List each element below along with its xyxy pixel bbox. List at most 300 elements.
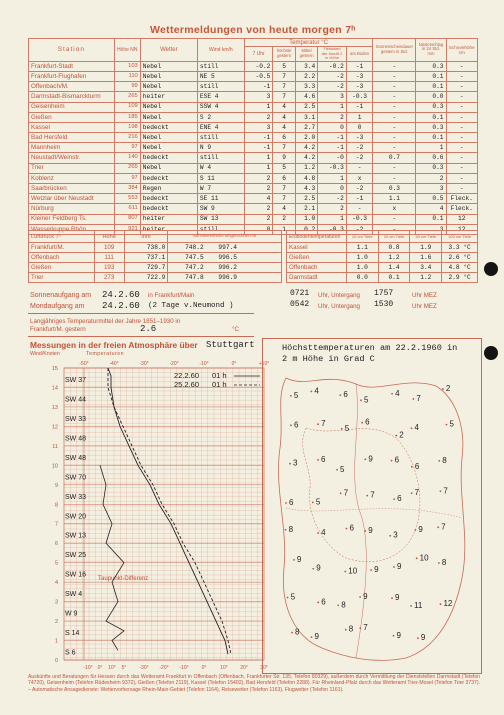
cell-sonne: - <box>373 173 416 183</box>
map-temp-value: 7 <box>441 522 446 532</box>
station-dot <box>440 603 442 605</box>
station-dot <box>410 605 412 607</box>
cell-t7: -1 <box>244 133 273 143</box>
map-temp-value: 5 <box>340 464 345 474</box>
col-luftdruck: Luftdruck 7ʰ <box>29 231 95 243</box>
cell-mb <box>168 253 282 263</box>
cell-tn: -0 <box>318 153 347 163</box>
moonset-label: Uhr, Untergang <box>318 303 360 310</box>
cell-station: Gießen <box>29 112 115 122</box>
map-temp-value: 8 <box>288 524 294 534</box>
cell-tb: -3 <box>346 133 373 143</box>
cell-nied: 4 <box>416 204 446 214</box>
page-title: Wettermeldungen von heute morgen 7ʰ <box>150 24 356 36</box>
cell-hoehe: 109 <box>114 102 140 112</box>
station-dot <box>359 627 361 629</box>
map-temp-value: 9 <box>363 592 368 602</box>
col-niederschlag: Niederschlag in 24 Std. mm <box>416 39 446 62</box>
cell-wetter: bedeckt <box>140 122 197 132</box>
cell-station: Trier <box>29 163 115 173</box>
cell-nied: 0.3 <box>416 163 446 173</box>
cell-wind: still <box>197 82 244 92</box>
cell-hoehe: 193 <box>94 263 124 273</box>
cell-hoehe: 273 <box>94 273 124 283</box>
map-temp-value: 7 <box>414 488 420 498</box>
y-tick-label: 15 <box>51 366 58 372</box>
cell-t7: 2 <box>244 204 273 214</box>
taupunkt-annotation: Taupunkt-Differenz <box>98 576 149 582</box>
col-schnee: Schneehöhe cm <box>446 39 478 62</box>
station-dot <box>395 435 397 437</box>
station-dot <box>359 596 361 598</box>
cell-nied: 0.6 <box>416 153 446 163</box>
moonset-mez: Uhr MEZ <box>412 303 437 310</box>
station-dot <box>413 398 415 400</box>
cell-mb-a: 747.5 <box>185 253 204 261</box>
cell-t7: 2 <box>244 173 273 183</box>
cell-nied: 2 <box>416 173 446 183</box>
cell-wind: still <box>197 61 244 71</box>
col-wind: Wind km/h <box>197 39 244 62</box>
map-temp-value: 3 <box>393 530 398 540</box>
y-tick-label: 10 <box>51 463 58 470</box>
wind-entry: SW 33 <box>65 415 87 423</box>
cell-t7: 3 <box>244 92 273 102</box>
cell-v1: 1.0 <box>346 253 378 263</box>
cell-hoechste: 1 <box>273 224 295 234</box>
map-temp-value: 9 <box>314 632 319 642</box>
station-dot <box>317 459 319 461</box>
soil-temperature-table <box>286 230 478 283</box>
table-row <box>29 214 478 224</box>
cell-tb: 1 <box>346 112 373 122</box>
cell-wetter: Nebel <box>140 82 197 92</box>
cell-sonne: - <box>373 92 416 102</box>
cell-wind: still <box>197 153 244 163</box>
x-tick-top: -50° <box>79 361 89 367</box>
wind-entry: SW 25 <box>65 552 87 560</box>
cell-wind: S 11 <box>197 173 244 183</box>
cell-hoehe: 807 <box>114 214 140 224</box>
cell-tn: -1 <box>318 143 347 153</box>
divider-longterm <box>28 336 254 337</box>
map-temp-value: 7 <box>416 393 421 403</box>
cell-tn: 0 <box>318 184 347 194</box>
table-row <box>29 273 282 283</box>
cell-v4: 2.9 °C <box>442 273 478 283</box>
cell-v2: 0.8 <box>378 243 410 253</box>
cell-tn: 2 <box>318 112 347 122</box>
cell-hoechste: 7 <box>273 92 295 102</box>
cell-station: Kassel <box>29 122 115 132</box>
wind-entry: SW 13 <box>65 532 87 540</box>
map-temp-value: 9 <box>316 563 321 573</box>
cell-wind: still <box>197 224 244 234</box>
sunset-label: Uhr, Untergang <box>318 292 360 299</box>
cell-nied: 0.1 <box>416 71 446 81</box>
cell-hoehe: 265 <box>114 163 140 173</box>
x-tick-bottom: -20° <box>159 665 169 671</box>
cell-mittel: 4.6 <box>295 92 317 102</box>
station-dot <box>442 388 444 390</box>
map-temp-value: 11 <box>414 600 423 610</box>
cell-nied: 0.1 <box>416 214 446 224</box>
table-row <box>29 122 478 132</box>
cell-sonne: - <box>373 61 416 71</box>
cell-tb: -3 <box>346 82 373 92</box>
cell-t7: 1 <box>244 163 273 173</box>
table-row <box>287 273 478 283</box>
map-temp-value: 6 <box>414 461 420 471</box>
wind-entry: SW 70 <box>65 474 87 482</box>
cell-nied: 3 <box>416 184 446 194</box>
cell-mittel: 4.3 <box>295 184 317 194</box>
map-temp-value: 6 <box>321 597 326 607</box>
moon-note: (2 Tage v.Neumond ) <box>148 302 234 310</box>
cell-wetter: Regen <box>140 184 197 194</box>
map-title-line1: Höchsttemperaturen am 22.2.1960 in <box>282 343 458 353</box>
cell-tn: -2 <box>318 194 347 204</box>
x-tick-bottom: 10° <box>220 665 228 671</box>
cell-mb <box>168 243 282 253</box>
x-tick-top: -30° <box>139 361 149 367</box>
col-soil-title: Erdbodentemperaturen <box>287 231 347 243</box>
x-tick-top: -20° <box>169 361 179 367</box>
cell-t7: -1 <box>244 143 273 153</box>
cell-schnee: - <box>446 112 478 122</box>
map-temp-value: 10 <box>348 566 358 576</box>
station-dot <box>340 492 342 494</box>
cell-mb-b: 996.9 <box>218 273 237 281</box>
cell-wetter: Nebel <box>140 61 197 71</box>
map-temp-value: 8 <box>341 600 346 610</box>
map-temp-value: 6 <box>365 417 370 427</box>
station-dot <box>341 428 343 430</box>
cell-wind: W 7 <box>197 184 244 194</box>
map-temp-value: 8 <box>442 455 447 465</box>
station-dot <box>393 498 395 500</box>
table-row <box>29 112 478 122</box>
x-tick-bottom-left: 5° <box>121 665 127 671</box>
cell-schnee: - <box>446 133 478 143</box>
cell-hoechste: 5 <box>273 163 295 173</box>
table-row <box>29 173 478 183</box>
cell-hoehe: 97 <box>114 143 140 153</box>
col-p-hoehe: Höhe <box>94 231 124 243</box>
sunrise-location: in Frankfurt/Main <box>148 292 195 299</box>
table-row <box>29 61 478 71</box>
cell-sonne: - <box>373 71 416 81</box>
cell-mb-a: 747.8 <box>185 273 204 281</box>
map-temp-value: 3 <box>293 458 298 468</box>
cell-schnee: - <box>446 71 478 81</box>
sunset-mez: Uhr MEZ <box>412 292 437 299</box>
col-t7: 7 Uhr <box>244 47 273 62</box>
cell-wetter: Nebel <box>140 133 197 143</box>
station-dot <box>317 601 319 603</box>
cell-mb <box>168 263 282 273</box>
longterm-label-1: Langjähriges Temperaturmittel der Jahre 1851–1930 in <box>30 318 181 325</box>
cell-wind: still <box>197 133 244 143</box>
wind-entry: SW 20 <box>65 513 87 521</box>
longterm-label-2: Frankfurt/M. gestern <box>30 326 86 333</box>
table-row <box>29 204 478 214</box>
cell-nied: 1 <box>416 143 446 153</box>
state-border <box>303 428 420 562</box>
moonrise-time: 0542 <box>290 300 310 309</box>
x-tick-top: 0° <box>231 361 237 367</box>
border-line <box>286 508 462 518</box>
legend-hour: 01 h <box>212 380 227 389</box>
cell-v4: 2.6 °C <box>442 253 478 263</box>
station-dot <box>391 597 393 599</box>
col-tiefste-boden: am Boden <box>346 47 373 62</box>
cell-v4: 3.3 °C <box>442 243 478 253</box>
map-temp-value: 7 <box>363 623 368 633</box>
cell-v3: 3.4 <box>410 263 442 273</box>
y-tick-label: 11 <box>52 443 58 450</box>
cell-wetter: heiter <box>140 214 197 224</box>
table-row <box>287 243 478 253</box>
cell-mm: 738.0 <box>124 243 168 253</box>
map-temp-value: 5 <box>315 497 321 507</box>
cell-schnee: - <box>446 122 478 132</box>
cell-wetter: bedeckt <box>140 153 197 163</box>
table-row <box>29 153 478 163</box>
cell-sonne: 0.7 <box>373 153 416 163</box>
cell-schnee: Fleck. <box>446 204 478 214</box>
wind-entry: SW 37 <box>65 377 87 384</box>
table-row <box>29 71 478 81</box>
cell-v1: 1.1 <box>346 243 378 253</box>
divider-sun-moon <box>28 313 254 314</box>
cell-hoehe: 185 <box>114 112 140 122</box>
cell-hoechste: 6 <box>273 133 295 143</box>
map-temp-value: 6 <box>397 494 402 504</box>
cell-v3: 1.6 <box>410 253 442 263</box>
y-tick-label: 4 <box>54 580 58 587</box>
cell-mittel: 1.2 <box>295 163 317 173</box>
cell-mb-a: 748.2 <box>185 243 204 251</box>
station-dot <box>411 492 413 494</box>
map-temp-value: 6 <box>321 454 326 464</box>
cell-hoehe: 265 <box>114 92 140 102</box>
col-temperatur: Temperatur °C <box>244 39 373 47</box>
y-tick-label: 0 <box>54 658 58 664</box>
cell-station: Kleiner Feldberg Ts. <box>29 214 115 224</box>
station-dot <box>312 501 314 503</box>
table-row <box>287 253 478 263</box>
cell-hoehe: 111 <box>94 253 124 263</box>
cell-tn: 1 <box>318 102 347 112</box>
cell-wind: ESE 4 <box>197 92 244 102</box>
cell-mittel: 4.8 <box>295 173 317 183</box>
cell-hoechste: 4 <box>273 122 295 132</box>
station-dot <box>393 566 395 568</box>
map-temp-value: 7 <box>370 490 375 500</box>
cell-hoechste: 4 <box>273 102 295 112</box>
cell-hoechste: 7 <box>273 184 295 194</box>
cell-mittel: 3.1 <box>295 112 317 122</box>
map-temp-value: 5 <box>293 390 299 400</box>
cell-nied: 0.1 <box>416 112 446 122</box>
cell-tb: -2 <box>346 184 373 194</box>
cell-sonne: 1.1 <box>373 194 416 204</box>
station-dot <box>336 469 338 471</box>
cell-station: Mannheim <box>29 143 115 153</box>
col-wetter: Wetter <box>140 39 197 62</box>
cell-station: Trier <box>29 273 95 283</box>
cell-nied: 0.3 <box>416 122 446 132</box>
cell-station: Nürburg <box>29 204 115 214</box>
atmosphere-title: Messungen in der freien Atmosphäre über <box>30 340 198 350</box>
cell-mittel: 2.5 <box>295 194 317 204</box>
map-temp-value: 9 <box>374 565 379 575</box>
station-dot <box>285 529 287 531</box>
x-tick-bottom: 30° <box>260 665 268 671</box>
cell-station: Bad Hersfeld <box>29 133 115 143</box>
cell-wetter: Nebel <box>140 102 197 112</box>
cell-schnee: 12 <box>446 224 478 234</box>
map-temp-value: 7 <box>321 419 326 429</box>
map-temp-value: 5 <box>363 395 369 405</box>
table-row <box>29 92 478 102</box>
station-dot <box>389 535 391 537</box>
cell-nied: 0.0 <box>416 92 446 102</box>
x-tick-bottom-left: 0° <box>97 665 103 671</box>
cell-schnee: - <box>446 153 478 163</box>
cell-station: Kassel <box>287 243 347 253</box>
col-hoechste: höchste gestern <box>273 47 295 62</box>
cell-v2: 0.1 <box>378 273 410 283</box>
map-temp-value: 6 <box>293 420 299 430</box>
cell-station: Wetzlar über Neustadt <box>29 194 115 204</box>
pressure-table <box>28 230 282 283</box>
map-temp-value: 4 <box>414 423 419 433</box>
table-row <box>29 133 478 143</box>
cell-mb-b: 996.5 <box>218 253 237 261</box>
map-temp-value: 8 <box>348 624 354 634</box>
cell-tb: 0 <box>346 122 373 132</box>
station-dot <box>437 526 439 528</box>
y-tick-label: 1 <box>54 638 58 645</box>
col-hoehe: Höhe NN <box>114 39 140 62</box>
legend-date: 25.2.60 <box>174 380 200 389</box>
y-tick-label: 9 <box>54 482 58 489</box>
cell-tn: 3 <box>318 92 347 102</box>
cell-mb-a: 747.2 <box>185 263 204 271</box>
wind-entry: S 6 <box>65 649 76 657</box>
station-dot <box>438 460 440 462</box>
station-dot <box>440 490 442 492</box>
wind-entry: W 9 <box>65 610 78 618</box>
longterm-unit: °C <box>232 326 239 333</box>
station-dot <box>366 495 368 497</box>
moonrise-label: Mondaufgang am <box>30 303 85 310</box>
cell-mb-b: 997.4 <box>218 243 237 251</box>
col-station: Station <box>29 39 115 62</box>
cell-tn: -0.2 <box>318 61 347 71</box>
station-dot <box>311 636 313 638</box>
cell-t7: 2 <box>244 214 273 224</box>
station-dot <box>417 637 419 639</box>
cell-wetter: Nebel <box>140 143 197 153</box>
cell-wetter: bedeckt <box>140 204 197 214</box>
x-tick-bottom: -10° <box>179 665 189 671</box>
cell-wetter: heiter <box>140 224 197 234</box>
sunrise-time: 0721 <box>290 289 310 298</box>
cell-sonne: - <box>373 224 416 234</box>
cell-hoechste: 7 <box>273 194 295 204</box>
wind-knots-label: Wind/Knoten <box>30 351 60 357</box>
cell-t7: 4 <box>244 194 273 204</box>
station-dot <box>370 569 372 571</box>
map-temp-value: 2 <box>445 384 451 394</box>
station-dot <box>290 395 292 397</box>
table-row <box>29 243 282 253</box>
x-tick-bottom-left: -10° <box>83 665 93 671</box>
cell-tb: -2 <box>346 143 373 153</box>
table-row <box>29 143 478 153</box>
station-dot <box>339 394 341 396</box>
taupunkt-line <box>100 465 124 650</box>
cell-t7: -0.5 <box>244 71 273 81</box>
punch-hole-bottom <box>484 346 498 360</box>
cell-station: Koblenz <box>29 173 115 183</box>
y-tick-label: 8 <box>54 502 58 509</box>
col-tiefste-nacht: Tiefstwert der Nacht 2 m Höhe <box>318 47 347 62</box>
col-soil-20: 20 cm Tiefe <box>378 231 410 243</box>
cell-nied: 3 <box>416 224 446 234</box>
cell-nied: 0.5 <box>416 194 446 204</box>
x-tick-bottom: 0° <box>201 665 207 671</box>
cell-hoechste: 9 <box>273 153 295 163</box>
cell-mittel: 4.2 <box>295 143 317 153</box>
moonset-time: 1530 <box>374 300 394 309</box>
x-tick-bottom: 20° <box>240 665 248 671</box>
cell-hoehe: 216 <box>114 133 140 143</box>
col-sonne: Sonnenscheindauer gestern in Std. <box>373 39 416 62</box>
table-row <box>29 263 282 273</box>
cell-station: Frankfurt-Stadt <box>29 61 115 71</box>
cell-tn: 1 <box>318 173 347 183</box>
cell-hoechste: 4 <box>273 204 295 214</box>
station-dot <box>290 424 292 426</box>
cell-tn: -0.3 <box>318 163 347 173</box>
cell-hoehe: 97 <box>114 173 140 183</box>
map-temp-value: 8 <box>295 627 300 637</box>
map-temp-value: 4 <box>314 386 319 396</box>
station-dot <box>291 632 293 634</box>
cell-schnee: - <box>446 92 478 102</box>
germany-temperature-map <box>266 368 478 668</box>
longterm-value: 2.6 <box>140 324 157 334</box>
x-tick-top: -40° <box>109 361 119 367</box>
cell-tn: 1 <box>318 214 347 224</box>
cell-mittel: 2.7 <box>295 122 317 132</box>
cell-station: Neustadt/Weinstr. <box>29 153 115 163</box>
station-dot <box>346 528 348 530</box>
cell-hoehe: 384 <box>114 184 140 194</box>
cell-hoechste: 7 <box>273 82 295 92</box>
table-row <box>29 184 478 194</box>
cell-sonne: - <box>373 102 416 112</box>
sunrise-date: 24.2.60 <box>102 290 140 300</box>
wind-entry: SW 48 <box>65 435 87 443</box>
y-tick-label: 5 <box>54 560 58 567</box>
x-tick-top: -10° <box>199 361 209 367</box>
map-temp-value: 7 <box>443 486 448 496</box>
